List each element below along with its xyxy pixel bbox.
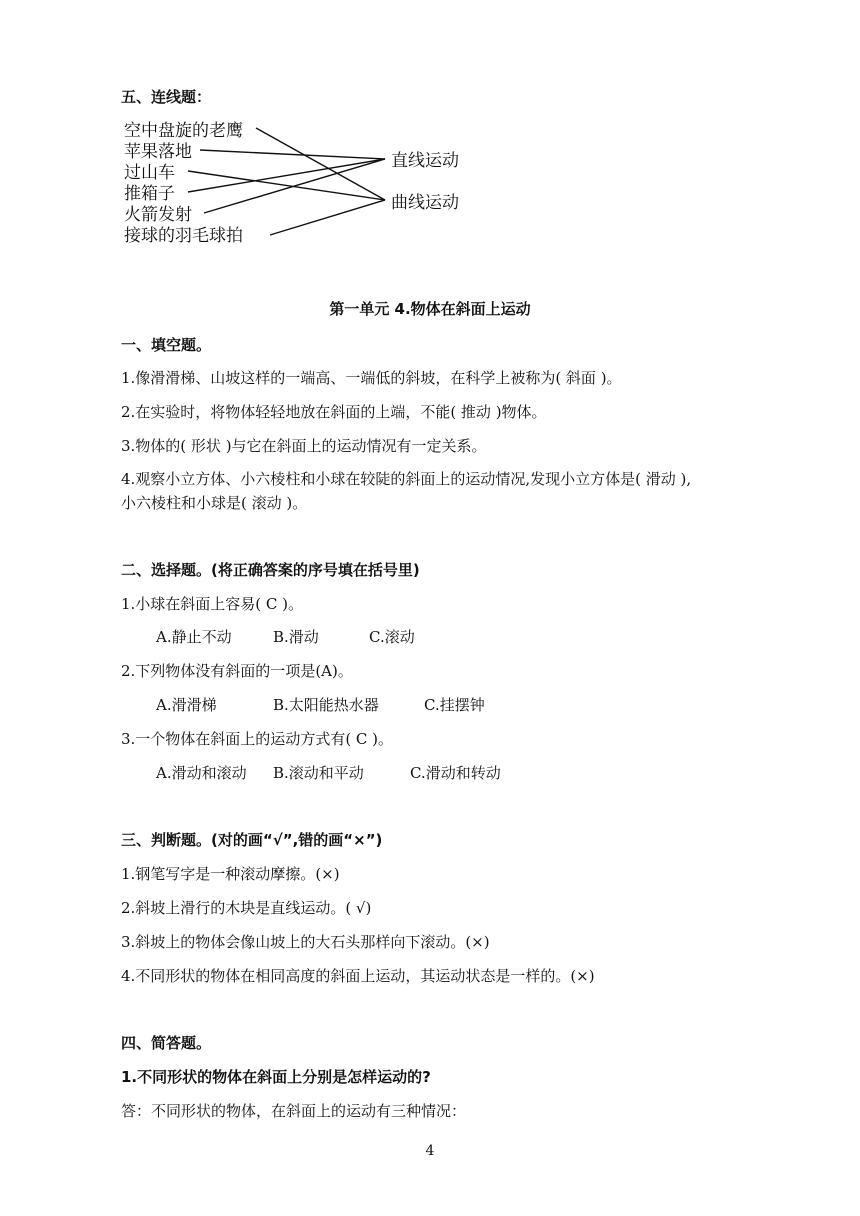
judge-q4: 4.不同形状的物体在相同高度的斜面上运动，其运动状态是一样的。(×) — [121, 967, 595, 985]
right-item-straight: 直线运动 — [391, 151, 459, 171]
choice-q3-option-b: B.滚动和平动 — [273, 764, 364, 782]
unit-title: 第一单元 4.物体在斜面上运动 — [329, 300, 531, 318]
fill-q3: 3.物体的( 形状 )与它在斜面上的运动情况有一定关系。 — [121, 437, 487, 455]
right-item-curve: 曲线运动 — [391, 193, 459, 213]
choice-q2-option-c: C.挂摆钟 — [424, 696, 485, 714]
choice-q2: 2.下列物体没有斜面的一项是(A)。 — [121, 662, 353, 680]
match-line-rocket — [204, 159, 385, 213]
matching-heading: 五、连线题： — [121, 88, 212, 106]
choice-q1-option-a: A.静止不动 — [156, 628, 232, 646]
choice-q3-option-a: A.滑动和滚动 — [156, 764, 247, 782]
choice-q1-option-c: C.滚动 — [369, 628, 415, 646]
left-item-racket: 接球的羽毛球拍 — [124, 226, 243, 246]
judge-q2: 2.斜坡上滑行的木块是直线运动。( √) — [121, 899, 372, 917]
fill-q1: 1.像滑滑梯、山坡这样的一端高、一端低的斜坡，在科学上被称为( 斜面 )。 — [121, 369, 622, 387]
choice-q3: 3.一个物体在斜面上的运动方式有( C )。 — [121, 730, 394, 748]
left-item-coaster: 过山车 — [124, 163, 175, 183]
choice-q2-option-b: B.太阳能热水器 — [273, 696, 379, 714]
judge-q3: 3.斜坡上的物体会像山坡上的大石头那样向下滚动。(×) — [121, 933, 490, 951]
judge-heading: 三、判断题。(对的画“√”,错的画“×”) — [121, 831, 383, 849]
choice-q2-option-a: A.滑滑梯 — [156, 696, 217, 714]
page-number: 4 — [425, 1143, 435, 1159]
short-answer-q1: 1.不同形状的物体在斜面上分别是怎样运动的? — [121, 1068, 431, 1086]
choice-heading: 二、选择题。(将正确答案的序号填在括号里) — [121, 561, 420, 579]
match-line-apple — [200, 150, 385, 159]
left-item-rocket: 火箭发射 — [124, 205, 192, 225]
match-line-racket — [270, 200, 385, 235]
short-answer-response: 答：不同形状的物体，在斜面上的运动有三种情况： — [121, 1102, 467, 1120]
fill-q4-line2: 小六棱柱和小球是( 滚动 )。 — [121, 494, 308, 512]
judge-q1: 1.钢笔写字是一种滚动摩擦。(×) — [121, 865, 340, 883]
short-answer-heading: 四、简答题。 — [121, 1034, 212, 1052]
choice-q3-option-c: C.滑动和转动 — [410, 764, 501, 782]
left-item-push-box: 推箱子 — [124, 184, 175, 204]
fill-q2: 2.在实验时，将物体轻轻地放在斜面的上端，不能( 推动 )物体。 — [121, 403, 547, 421]
match-line-eagle — [256, 128, 385, 200]
fill-heading: 一、填空题。 — [121, 336, 212, 354]
fill-q4-line1: 4.观察小立方体、小六棱柱和小球在较陡的斜面上的运动情况,发现小立方体是( 滑动 ), — [121, 470, 692, 488]
choice-q1: 1.小球在斜面上容易( C )。 — [121, 595, 304, 613]
choice-q1-option-b: B.滑动 — [273, 628, 319, 646]
left-item-eagle: 空中盘旋的老鹰 — [124, 121, 243, 141]
matching-diagram — [0, 112, 860, 262]
left-item-apple: 苹果落地 — [124, 142, 192, 162]
